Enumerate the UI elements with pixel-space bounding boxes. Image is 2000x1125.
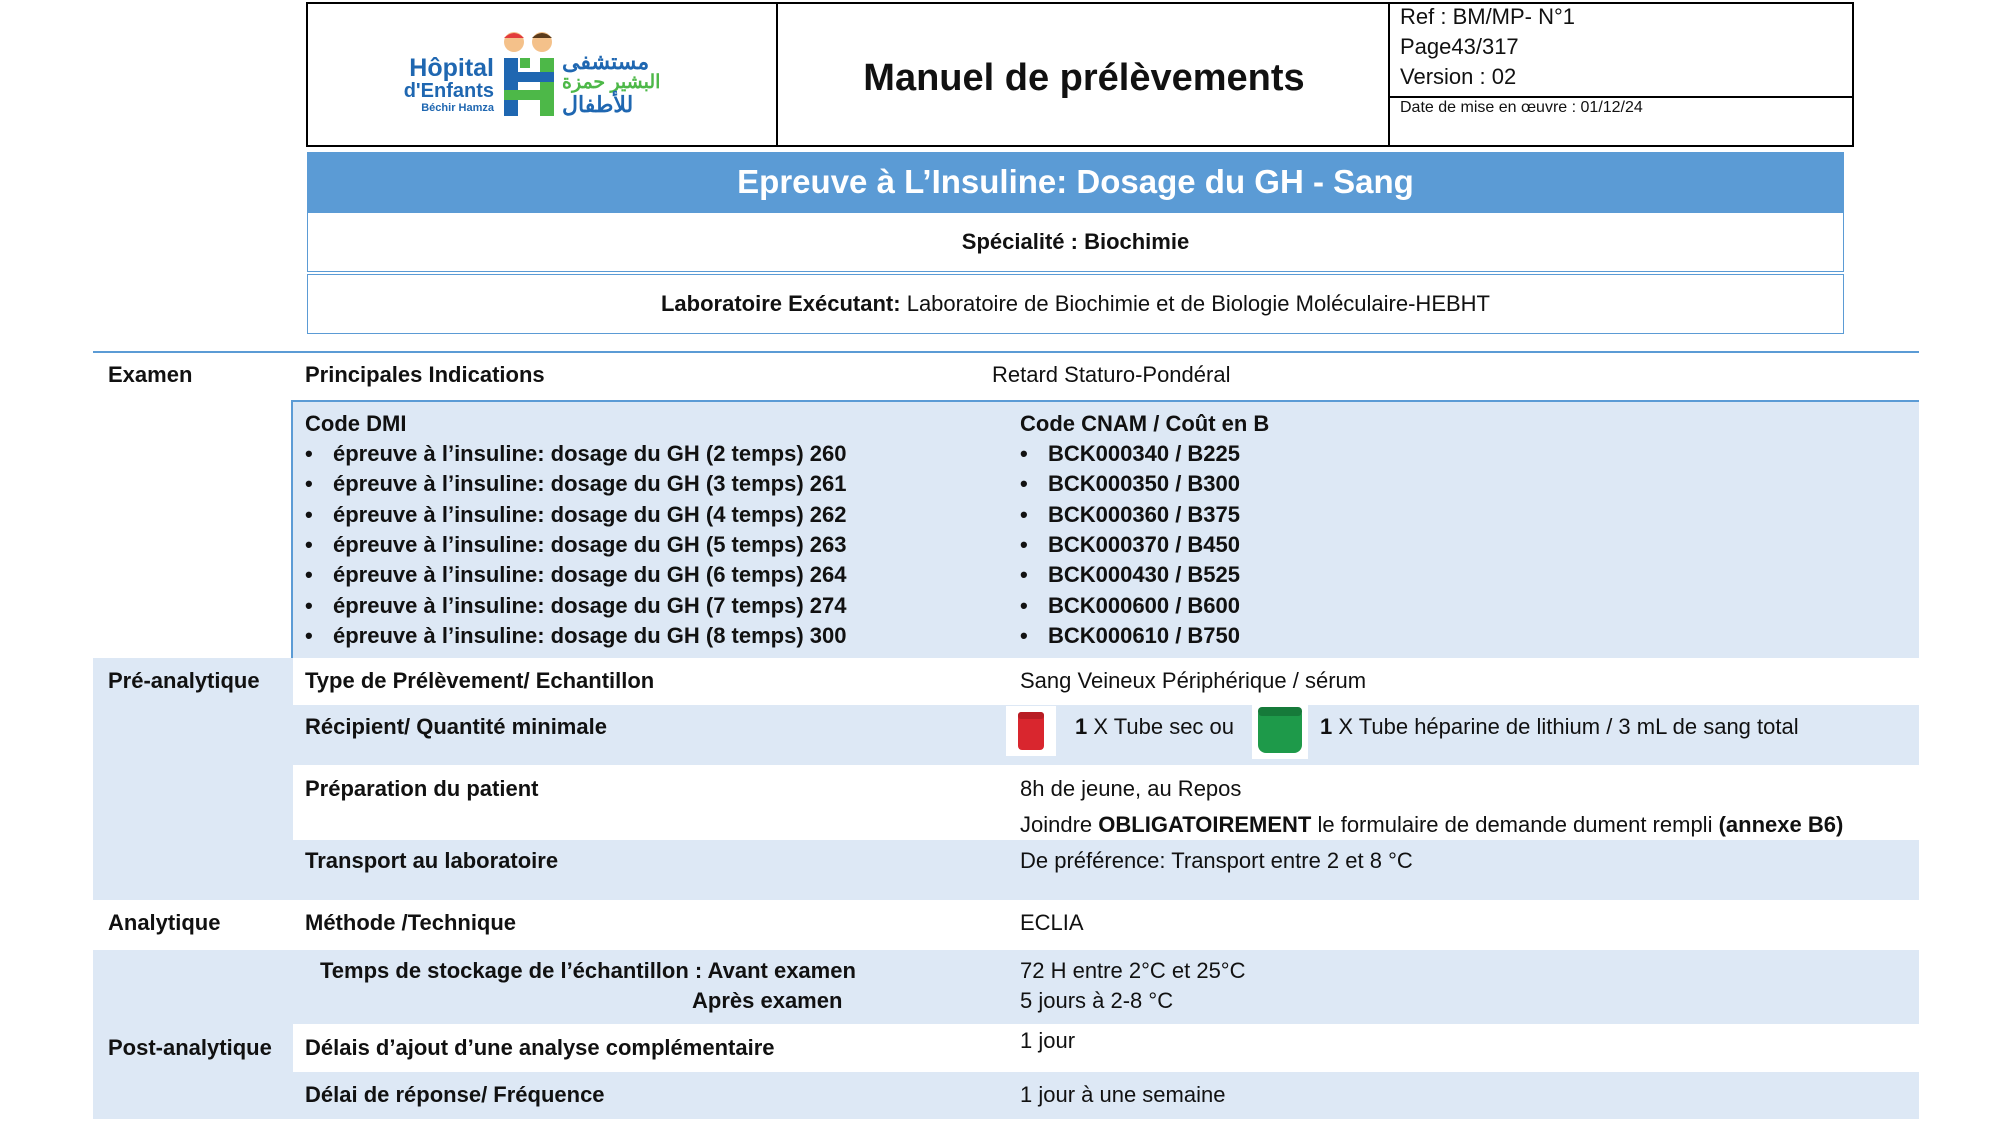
bullet-icon: • [1020, 622, 1028, 648]
preparation-value-1: 8h de jeune, au Repos [1020, 776, 1242, 801]
tube2-text [1320, 714, 1799, 740]
code-cnam-text: BCK000360 / B375 [1048, 501, 1241, 527]
section-pre-analytique: Pré-analytique [108, 668, 260, 693]
code-dmi-item [305, 562, 846, 588]
stockage-value-1: 72 H entre 2°C et 25°C [1020, 958, 1246, 983]
stockage-label-1: Temps de stockage de l’échantillon : Avant examen [320, 958, 856, 983]
code-cnam-text: BCK000350 / B300 [1048, 471, 1241, 497]
logo-arabic-line-2: البشير حمزة [562, 72, 661, 94]
code-dmi-text: épreuve à l’insuline: dosage du GH (2 temps) 260 [333, 441, 847, 466]
code-dmi-item [305, 441, 846, 467]
specialite-box [307, 212, 1844, 272]
logo-line-3: Béchir Hamza [421, 102, 494, 114]
logo-emblem-icon [498, 28, 560, 123]
code-dmi-item [305, 593, 846, 619]
red-tube-icon [1006, 706, 1056, 756]
prep-text-b: OBLIGATOIREMENT [1098, 812, 1312, 837]
bullet-icon: • [1020, 441, 1028, 466]
code-cnam-label: Code CNAM / Coût en B [1020, 411, 1270, 436]
code-dmi-text: épreuve à l’insuline: dosage du GH (6 temps) 264 [333, 562, 847, 588]
code-cnam-item [1020, 593, 1240, 619]
hospital-logo [398, 28, 668, 123]
bullet-icon: • [305, 501, 313, 527]
logo-arabic-line-3: للأطفال [562, 92, 634, 118]
green-tube-icon [1252, 703, 1308, 759]
code-cnam-text: BCK000340 / B225 [1048, 441, 1241, 466]
bullet-icon: • [1020, 531, 1028, 557]
code-dmi-text: épreuve à l’insuline: dosage du GH (4 temps) 262 [333, 501, 847, 527]
code-cnam-item [1020, 623, 1240, 649]
code-dmi-text: épreuve à l’insuline: dosage du GH (7 temps) 274 [333, 592, 847, 618]
bullet-icon: • [1020, 592, 1028, 618]
methode-label: Méthode /Technique [305, 910, 517, 935]
bullet-icon: • [305, 441, 313, 466]
test-title-banner: Epreuve à L’Insuline: Dosage du GH - Sang [307, 152, 1844, 212]
code-cnam-item [1020, 562, 1240, 588]
bullet-icon: • [305, 562, 313, 588]
bullet-icon: • [305, 592, 313, 618]
laboratoire-label: Laboratoire Exécutant: [660, 291, 901, 316]
prep-text-a: Joindre [1020, 812, 1099, 837]
prep-text-c: le formulaire de demande dument rempli [1311, 812, 1719, 837]
code-cnam-text: BCK000430 / B525 [1048, 562, 1241, 588]
header-ref: Ref : BM/MP- N°1 [1400, 4, 1576, 29]
code-cnam-item [1020, 471, 1240, 497]
tube2-desc: X Tube héparine de lithium / 3 mL de sang total [1332, 714, 1799, 739]
code-dmi-text: épreuve à l’insuline: dosage du GH (3 temps) 261 [333, 471, 847, 497]
code-cnam-item [1020, 532, 1240, 558]
specialite-label: Spécialité : Biochimie [961, 229, 1190, 254]
code-cnam-text: BCK000610 / B750 [1048, 622, 1241, 648]
indications-label: Principales Indications [305, 362, 545, 387]
bullet-icon: • [1020, 562, 1028, 588]
type-prelevement-value: Sang Veineux Périphérique / sérum [1020, 668, 1367, 693]
delai-reponse-value: 1 jour à une semaine [1020, 1082, 1226, 1107]
code-cnam-item [1020, 502, 1240, 528]
code-band [291, 400, 1919, 658]
stockage-value-2: 5 jours à 2-8 °C [1020, 988, 1174, 1013]
code-cnam-item [1020, 441, 1240, 467]
bullet-icon: • [305, 622, 313, 648]
type-prelevement-label: Type de Prélèvement/ Echantillon [305, 668, 655, 693]
code-dmi-text: épreuve à l’insuline: dosage du GH (8 temps) 300 [333, 622, 847, 648]
logo-arabic-line-1: مستشفى [562, 49, 650, 74]
bullet-icon: • [305, 531, 313, 557]
table-top-rule [93, 351, 1919, 353]
code-dmi-label: Code DMI [305, 411, 407, 436]
section-analytique: Analytique [108, 910, 221, 935]
code-dmi-text: épreuve à l’insuline: dosage du GH (5 temps) 263 [333, 531, 847, 557]
laboratoire-box [307, 274, 1844, 334]
code-dmi-item [305, 471, 846, 497]
document-title: Manuel de prélèvements [863, 56, 1305, 99]
code-cnam-text: BCK000370 / B450 [1048, 531, 1241, 557]
code-dmi-item [305, 623, 846, 649]
tube2-qty: 1 [1320, 714, 1333, 739]
indications-value: Retard Staturo-Pondéral [992, 362, 1231, 387]
recipient-label: Récipient/ Quantité minimale [305, 714, 607, 739]
logo-line-1: Hôpital [409, 54, 494, 82]
preparation-label: Préparation du patient [305, 776, 539, 801]
bullet-icon: • [305, 471, 313, 497]
transport-value: De préférence: Transport entre 2 et 8 °C [1020, 848, 1413, 873]
section-post-analytique: Post-analytique [108, 1035, 272, 1060]
preparation-value-2 [1020, 812, 1843, 838]
header-version: Version : 02 [1400, 64, 1517, 89]
code-cnam-text: BCK000600 / B600 [1048, 592, 1241, 618]
code-dmi-item [305, 532, 846, 558]
section-examen: Examen [108, 362, 193, 387]
methode-value: ECLIA [1020, 910, 1084, 935]
laboratoire-value: Laboratoire de Biochimie et de Biologie Moléculaire-HEBHT [900, 291, 1490, 316]
tube1-desc: X Tube sec ou [1087, 714, 1235, 739]
logo-line-2: d'Enfants [403, 80, 494, 102]
delai-ajout-value: 1 jour [1020, 1028, 1076, 1053]
delai-reponse-label: Délai de réponse/ Fréquence [305, 1082, 605, 1107]
stockage-label-2: Après examen [692, 988, 843, 1013]
header-page: Page43/317 [1400, 34, 1519, 59]
tube1-qty: 1 [1075, 714, 1088, 739]
bullet-icon: • [1020, 501, 1028, 527]
bullet-icon: • [1020, 471, 1028, 497]
code-dmi-item [305, 502, 846, 528]
prep-text-d: (annexe B6) [1718, 812, 1844, 837]
header-date: Date de mise en œuvre : 01/12/24 [1400, 99, 1643, 116]
transport-label: Transport au laboratoire [305, 848, 559, 873]
tube1-text [1075, 714, 1234, 740]
delai-ajout-label: Délais d’ajout d’une analyse complémentaire [305, 1035, 775, 1060]
